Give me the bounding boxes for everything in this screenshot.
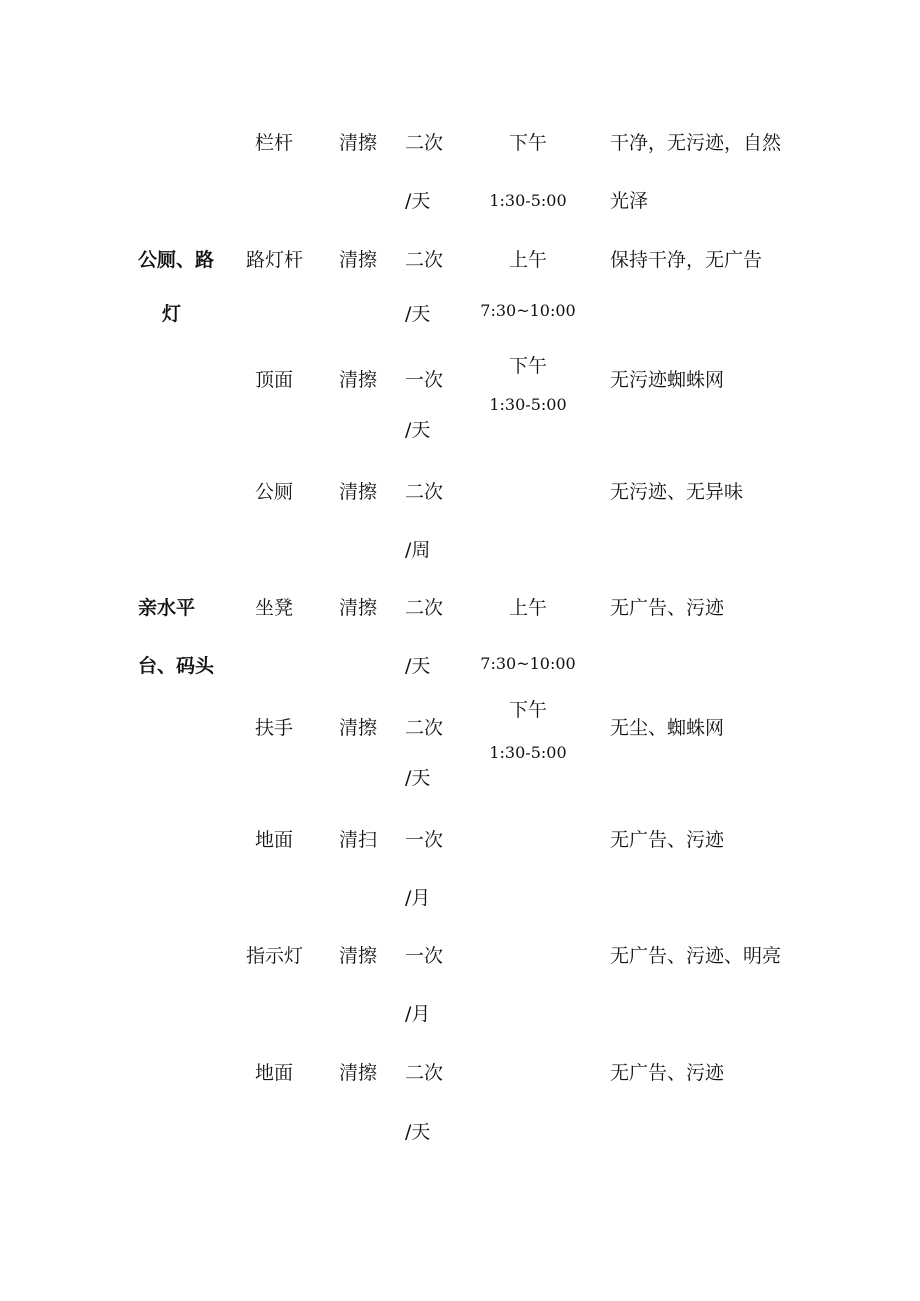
item-cell: 栏杆 — [254, 132, 293, 154]
frequency-cell: /天 — [405, 303, 431, 325]
item-cell: 地面 — [254, 829, 293, 851]
item-cell: 扶手 — [254, 717, 293, 739]
frequency-cell: 二次 — [405, 717, 444, 739]
category-label: 灯 — [162, 303, 182, 325]
time-cell: 7:30~10:00 — [480, 301, 576, 320]
standard-cell: 无广告、污迹 — [610, 1062, 725, 1084]
time-cell: 上午 — [508, 249, 547, 271]
time-cell: 下午 — [508, 355, 547, 377]
time-cell: 下午 — [508, 699, 547, 721]
frequency-cell: 一次 — [405, 945, 444, 967]
category-label: 亲水平 — [138, 597, 196, 619]
standard-cell: 无尘、蜘蛛网 — [610, 717, 725, 739]
standard-cell: 无污迹蜘蛛网 — [610, 369, 725, 391]
item-cell: 路灯杆 — [246, 249, 304, 271]
frequency-cell: /月 — [405, 1003, 431, 1025]
frequency-cell: /月 — [405, 887, 431, 909]
standard-cell: 无广告、污迹、明亮 — [610, 945, 782, 967]
frequency-cell: 二次 — [405, 597, 444, 619]
time-cell: 1:30-5:00 — [489, 743, 567, 762]
frequency-cell: /天 — [405, 1121, 431, 1143]
action-cell: 清擦 — [339, 481, 378, 503]
frequency-cell: /天 — [405, 190, 431, 212]
standard-cell: 保持干净，无广告 — [610, 249, 763, 271]
frequency-cell: 二次 — [405, 1062, 444, 1084]
item-cell: 指示灯 — [246, 945, 304, 967]
frequency-cell: 二次 — [405, 132, 444, 154]
time-cell: 1:30-5:00 — [489, 395, 567, 414]
category-label: 台、码头 — [138, 655, 215, 677]
action-cell: 清擦 — [339, 717, 378, 739]
frequency-cell: 二次 — [405, 481, 444, 503]
standard-cell: 光泽 — [610, 190, 649, 212]
frequency-cell: /天 — [405, 767, 431, 789]
time-cell: 下午 — [508, 132, 547, 154]
action-cell: 清扫 — [339, 829, 378, 851]
action-cell: 清擦 — [339, 369, 378, 391]
category-label: 公厕、路 — [138, 249, 215, 271]
item-cell: 坐凳 — [254, 597, 293, 619]
time-cell: 7:30~10:00 — [480, 654, 576, 673]
frequency-cell: 二次 — [405, 249, 444, 271]
frequency-cell: /天 — [405, 655, 431, 677]
standard-cell: 干净，无污迹，自然 — [610, 132, 782, 154]
standard-cell: 无广告、污迹 — [610, 597, 725, 619]
item-cell: 顶面 — [254, 369, 293, 391]
standard-cell: 无污迹、无异味 — [610, 481, 744, 503]
standard-cell: 无广告、污迹 — [610, 829, 725, 851]
frequency-cell: /周 — [405, 539, 431, 561]
time-cell: 1:30-5:00 — [489, 191, 567, 210]
action-cell: 清擦 — [339, 249, 378, 271]
action-cell: 清擦 — [339, 945, 378, 967]
action-cell: 清擦 — [339, 597, 378, 619]
item-cell: 地面 — [254, 1062, 293, 1084]
action-cell: 清擦 — [339, 132, 378, 154]
frequency-cell: /天 — [405, 419, 431, 441]
frequency-cell: 一次 — [405, 829, 444, 851]
time-cell: 上午 — [508, 597, 547, 619]
item-cell: 公厕 — [254, 481, 293, 503]
frequency-cell: 一次 — [405, 369, 444, 391]
action-cell: 清擦 — [339, 1062, 378, 1084]
